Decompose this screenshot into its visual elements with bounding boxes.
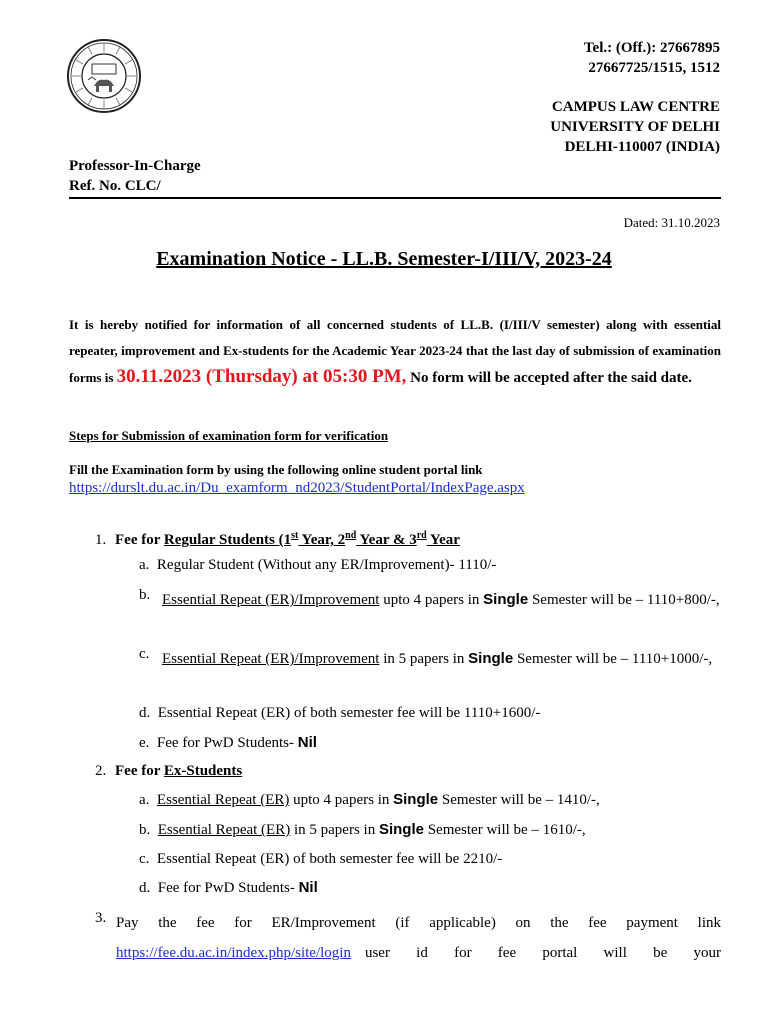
list-item-3 [95, 908, 721, 968]
telephone-line-1: Tel.: (Off.): 27667895 [583, 40, 720, 56]
section-2-number: 2. [95, 763, 107, 779]
sender-block [69, 156, 201, 196]
fee-portal-link[interactable]: https://fee.du.ac.in/index.php/site/login [116, 945, 351, 961]
steps-heading: Steps for Submission of examination form for verification [69, 428, 389, 443]
intro-text: It is hereby notified for information of all concerned students of LL.B. (I/III/V semester) along with essential repeater, improvement and Ex-students for the Academic Year 2023-24 that the last day of submission of examination forms is [69, 317, 721, 385]
fee-portal-userid-text: user id for fee portal will be your [364, 945, 721, 961]
list-item-1a: a. Regular Student (Without any ER/Improvement)- 1110/- [139, 557, 497, 573]
list-item-2b: b. Essential Repeat (ER) in 5 papers in Single Semester will be – 1610/-, [139, 821, 586, 838]
regular-students-label: Regular Students [163, 532, 275, 548]
ex-students-label: Ex-Students [163, 763, 243, 779]
fill-instruction: Fill the Examination form by using the following online student portal link [69, 462, 483, 477]
date-line: Dated: 31.10.2023 [623, 215, 720, 230]
list-item-1e: e. Fee for PwD Students- Nil [139, 734, 317, 751]
list-item-1c: c. Essential Repeat (ER)/Improvement in 5 papers in Single Semester will be – 1110+1000/-, [139, 646, 713, 667]
notice-title: Examination Notice - LL.B. Semester-I/III/V, 2023-24 [156, 248, 612, 270]
intro-closing-text: No form will be accepted after the said date. [406, 370, 692, 386]
section-2-heading: 2. Fee for Ex-Students [95, 763, 243, 779]
reference-number: Ref. No. CLC/ [69, 178, 161, 194]
professor-in-charge: Professor-In-Charge [69, 158, 201, 174]
university-seal-logo [66, 38, 142, 114]
address-block [550, 97, 720, 157]
fee-payment-text: Pay the fee for ER/Improvement (if applicable) on the fee payment link [116, 915, 721, 931]
deadline-text: 30.11.2023 (Thursday) at 05:30 PM, [116, 366, 407, 387]
address-line-1: CAMPUS LAW CENTRE [551, 99, 720, 115]
intro-paragraph [69, 312, 721, 391]
section-1-number: 1. [95, 532, 107, 548]
list-item-2c: c. Essential Repeat (ER) of both semester fee will be 2210/- [139, 851, 503, 867]
contact-block [584, 38, 720, 78]
student-portal-link[interactable]: https://durslt.du.ac.in/Du_examform_nd2023/StudentPortal/IndexPage.aspx [69, 480, 525, 496]
list-item-1d: d. Essential Repeat (ER) of both semester fee will be 1110+1600/- [139, 705, 541, 721]
list-item-2a: a. Essential Repeat (ER) upto 4 papers in Single Semester will be – 1410/-, [139, 791, 600, 808]
telephone-line-2: 27667725/1515, 1512 [588, 60, 720, 76]
header-divider [69, 197, 721, 199]
address-line-3: DELHI-110007 (INDIA) [564, 139, 720, 155]
list-item-2d: d. Fee for PwD Students- Nil [139, 879, 318, 896]
section-3-number: 3. [95, 910, 107, 926]
address-line-2: UNIVERSITY OF DELHI [550, 119, 720, 135]
section-1-heading: 1. Fee for Regular Students (1st Year, 2nd Year & 3rd Year [95, 530, 460, 548]
list-item-1b: b. Essential Repeat (ER)/Improvement upto 4 papers in Single Semester will be – 1110+800/-, [139, 587, 720, 608]
